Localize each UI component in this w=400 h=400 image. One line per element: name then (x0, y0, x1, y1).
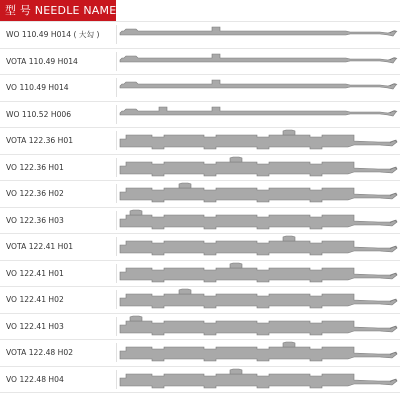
column-divider (116, 52, 117, 71)
needle-name: VOTA 110.49 H014 (6, 56, 78, 66)
needle-butt (283, 342, 295, 347)
column-divider (116, 158, 117, 177)
column-divider (116, 25, 117, 44)
needle-butt (283, 130, 295, 135)
table-row (0, 155, 400, 182)
needle-name: VO 122.36 H02 (6, 189, 64, 198)
table-row (0, 287, 400, 314)
column-divider (116, 184, 117, 203)
needle-body (120, 27, 396, 36)
table-row (0, 261, 400, 288)
needle-butt (230, 157, 242, 162)
needle-name: VO 122.41 H01 (6, 268, 64, 278)
column-divider (116, 105, 117, 124)
column-divider (116, 264, 117, 283)
needle-name: VOTA 122.48 H02 (6, 348, 74, 357)
table-row (0, 22, 400, 49)
needle-butt (283, 236, 295, 241)
needle-butt (130, 316, 142, 321)
needle-body (120, 321, 397, 335)
column-divider (116, 343, 117, 362)
needle-drawing (118, 50, 398, 74)
needle-name: VO 110.49 H014 (6, 83, 69, 92)
needle-body (120, 215, 397, 229)
needle-name: VO 122.36 H03 (6, 215, 64, 225)
table-row (0, 208, 400, 235)
table-row (0, 234, 400, 261)
table-row (0, 75, 400, 102)
needle-body (120, 54, 396, 63)
needle-body (120, 294, 397, 308)
needle-butt (230, 263, 242, 268)
needle-drawing (118, 182, 398, 206)
needle-butt (179, 183, 191, 188)
needle-drawing (118, 156, 398, 180)
table-row (0, 49, 400, 76)
needle-body (120, 80, 396, 89)
needle-drawing (118, 262, 398, 286)
needle-drawing (118, 235, 398, 259)
needle-name: VO 122.48 H04 (6, 374, 64, 384)
needle-butt (179, 289, 191, 294)
column-divider (116, 131, 117, 150)
table-row (0, 181, 400, 208)
needle-body (120, 162, 397, 176)
needle-name: VOTA 122.41 H01 (6, 242, 74, 251)
needle-name: VO 122.41 H03 (6, 321, 64, 331)
column-divider (116, 290, 117, 309)
needle-body (120, 374, 397, 388)
table-row (0, 340, 400, 367)
needle-body (120, 347, 397, 361)
column-divider (116, 237, 117, 256)
needle-drawing (118, 341, 398, 365)
needle-name: VO 122.41 H02 (6, 295, 64, 304)
needle-butt (230, 369, 242, 374)
needle-name: VOTA 122.36 H01 (6, 136, 74, 145)
needle-butt (130, 210, 142, 215)
column-divider (116, 78, 117, 97)
needle-name: WO 110.52 H006 (6, 109, 72, 119)
needle-name: WO 110.49 H014 ( 大勾 ) (6, 30, 100, 39)
needle-drawing (118, 76, 398, 100)
needle-drawing (118, 23, 398, 47)
needle-body (120, 241, 397, 255)
needle-table (0, 22, 400, 393)
column-divider (116, 370, 117, 389)
page-title: 型 号 NEEDLE NAME (0, 0, 116, 21)
needle-drawing (118, 288, 398, 312)
needle-drawing (118, 315, 398, 339)
needle-drawing (118, 103, 398, 127)
needle-body (120, 107, 396, 116)
column-divider (116, 317, 117, 336)
table-row (0, 128, 400, 155)
needle-body (120, 188, 397, 202)
needle-drawing (118, 209, 398, 233)
column-divider (116, 211, 117, 230)
needle-body (120, 135, 397, 149)
needle-body (120, 268, 397, 282)
table-row (0, 367, 400, 394)
table-row (0, 314, 400, 341)
table-row (0, 102, 400, 129)
needle-drawing (118, 129, 398, 153)
needle-drawing (118, 368, 398, 392)
needle-name: VO 122.36 H01 (6, 162, 64, 172)
